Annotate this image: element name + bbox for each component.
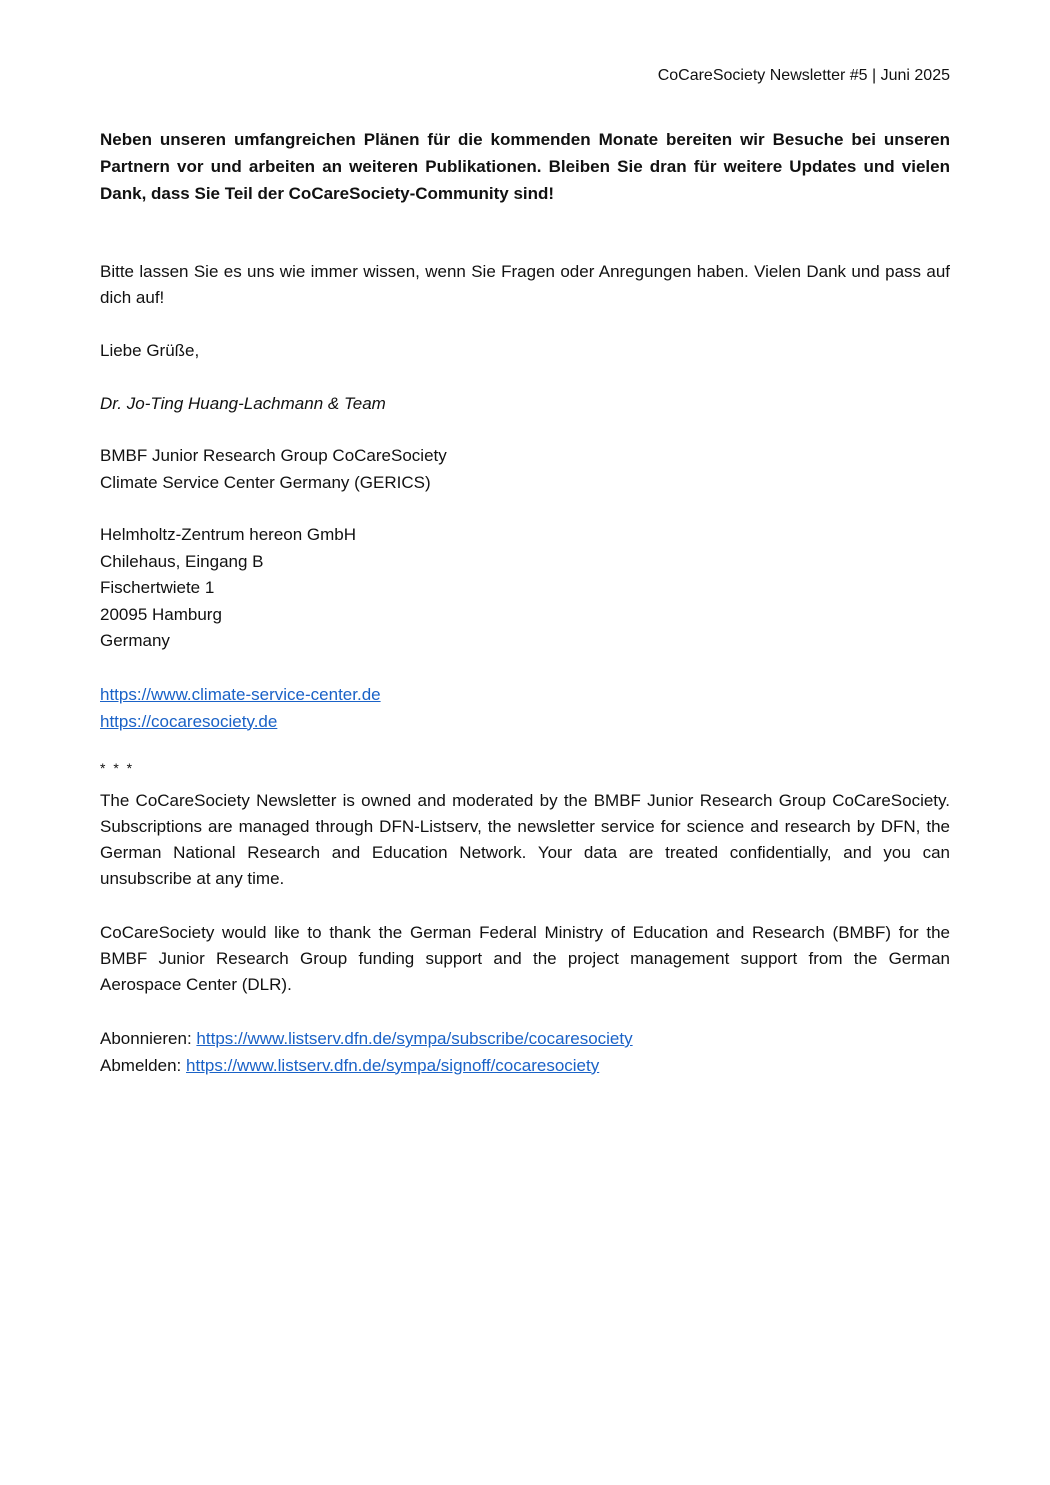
newsletter-header: CoCareSociety Newsletter #5 | Juni 2025	[657, 67, 950, 84]
ownership-section	[100, 788, 950, 892]
signature: Dr. Jo-Ting Huang-Lachmann & Team	[100, 394, 386, 413]
closing-section	[100, 259, 950, 311]
unsubscribe-label: Abmelden:	[100, 1055, 182, 1075]
cocaresociety-link[interactable]: https://cocaresociety.de	[100, 711, 278, 731]
address-company: Helmholtz-Zentrum hereon GmbH	[100, 525, 357, 544]
intro-paragraph: Neben unseren umfangreichen Plänen für die kommenden Monate bereiten wir Besuche bei unseren Partnern vor und arbeiten an weiteren Publikationen. Bleiben Sie dran für weitere Updates und vielen Dank, dass Sie Teil der CoCareSociety-Community sind!	[100, 130, 950, 203]
separator-block	[100, 760, 950, 778]
signature-section	[100, 391, 950, 418]
document-page	[100, 0, 950, 1485]
organization-line-2: Climate Service Center Germany (GERICS)	[100, 472, 431, 492]
climate-service-center-link[interactable]: https://www.climate-service-center.de	[100, 685, 381, 704]
address-country: Germany	[100, 631, 170, 650]
ownership-paragraph: The CoCareSociety Newsletter is owned and moderated by the BMBF Junior Research Group CoCareSociety. Subscriptions are managed through DFN-Listserv, the newsletter service for science and research by DFN, the German National Research and Education Network. Your data are treated confidentially, and you can unsubscribe at any time.	[100, 791, 950, 888]
subscription-block	[100, 1026, 950, 1079]
unsubscribe-link[interactable]: https://www.listserv.dfn.de/sympa/signoff/cocaresociety	[186, 1055, 600, 1075]
organization-line-1: BMBF Junior Research Group CoCareSociety	[100, 446, 447, 465]
subscribe-link[interactable]: https://www.listserv.dfn.de/sympa/subscribe/cocaresociety	[196, 1029, 633, 1048]
links-block	[100, 682, 950, 735]
address-street: Fischertwiete 1	[100, 578, 215, 597]
organization-block	[100, 443, 950, 496]
subscribe-label: Abonnieren:	[100, 1029, 192, 1048]
greeting-section	[100, 338, 950, 365]
separator: * * *	[100, 760, 135, 776]
thanks-section	[100, 920, 950, 998]
address-city: 20095 Hamburg	[100, 604, 222, 624]
closing-paragraph: Bitte lassen Sie es uns wie immer wissen, wenn Sie Fragen oder Anregungen haben. Vielen Dank und pass auf dich auf!	[100, 262, 950, 307]
thanks-paragraph: CoCareSociety would like to thank the German Federal Ministry of Education and Research (BMBF) for the BMBF Junior Research Group funding support and the project management support from the German Aerospace Center (DLR).	[100, 923, 950, 994]
subscribe-line	[100, 1026, 950, 1053]
unsubscribe-line	[100, 1053, 950, 1080]
address-building: Chilehaus, Eingang B	[100, 551, 264, 571]
greeting: Liebe Grüße,	[100, 341, 200, 360]
address-block	[100, 522, 950, 655]
